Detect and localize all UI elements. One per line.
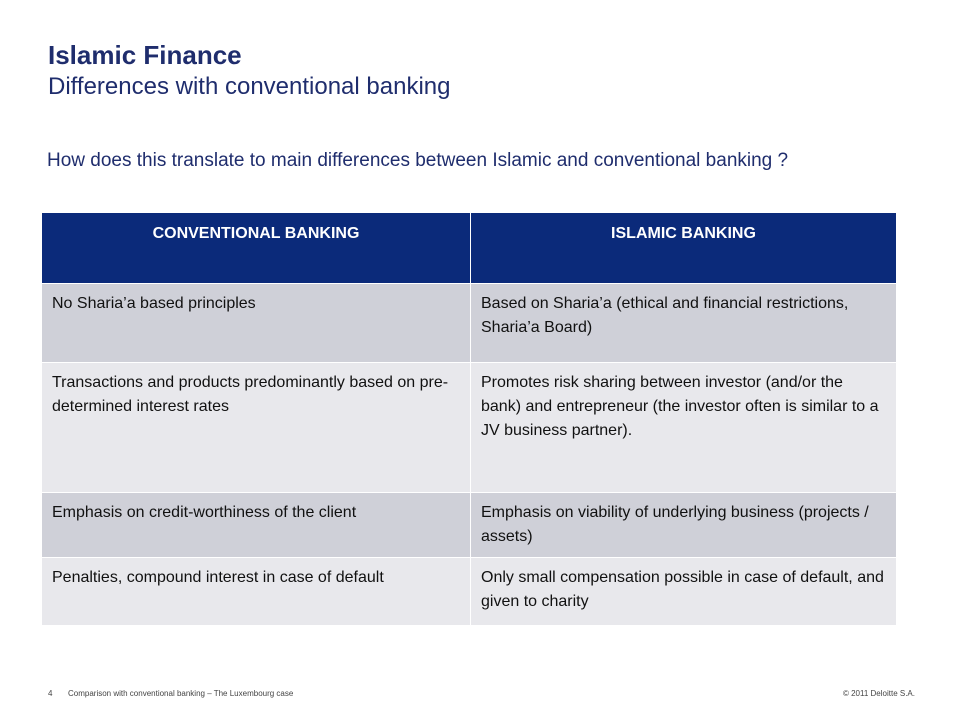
copyright-notice: © 2011 Deloitte S.A. [842, 689, 915, 698]
cell-islamic: Emphasis on viability of underlying business (projects / assets) [471, 492, 896, 557]
slide-title: Islamic Finance [48, 40, 242, 70]
slide-subtitle: Differences with conventional banking [48, 73, 451, 100]
footer [0, 689, 960, 705]
intro-question: How does this translate to main differences between Islamic and conventional banking ? [47, 150, 789, 171]
cell-conventional: Emphasis on credit-worthiness of the client [42, 492, 471, 557]
cell-islamic: Promotes risk sharing between investor (and/or the bank) and entrepreneur (the investor often is similar to a JV business partner). [471, 362, 896, 492]
cell-conventional: No Sharia’a based principles [42, 283, 471, 362]
table-row [42, 283, 896, 362]
table-row [42, 557, 896, 625]
header-conventional-banking: CONVENTIONAL BANKING [42, 213, 471, 283]
page-number: 4 [48, 689, 53, 698]
cell-islamic: Only small compensation possible in case of default, and given to charity [471, 557, 896, 625]
table-row [42, 492, 896, 557]
comparison-table [42, 213, 896, 625]
footer-text: Comparison with conventional banking – The Luxembourg case [68, 689, 294, 698]
cell-conventional: Penalties, compound interest in case of default [42, 557, 471, 625]
header-islamic-banking: ISLAMIC BANKING [471, 213, 896, 283]
cell-islamic: Based on Sharia’a (ethical and financial restrictions, Sharia’a Board) [471, 283, 896, 362]
table-row [42, 362, 896, 492]
cell-conventional: Transactions and products predominantly based on pre-determined interest rates [42, 362, 471, 492]
table-header-row [42, 213, 896, 283]
